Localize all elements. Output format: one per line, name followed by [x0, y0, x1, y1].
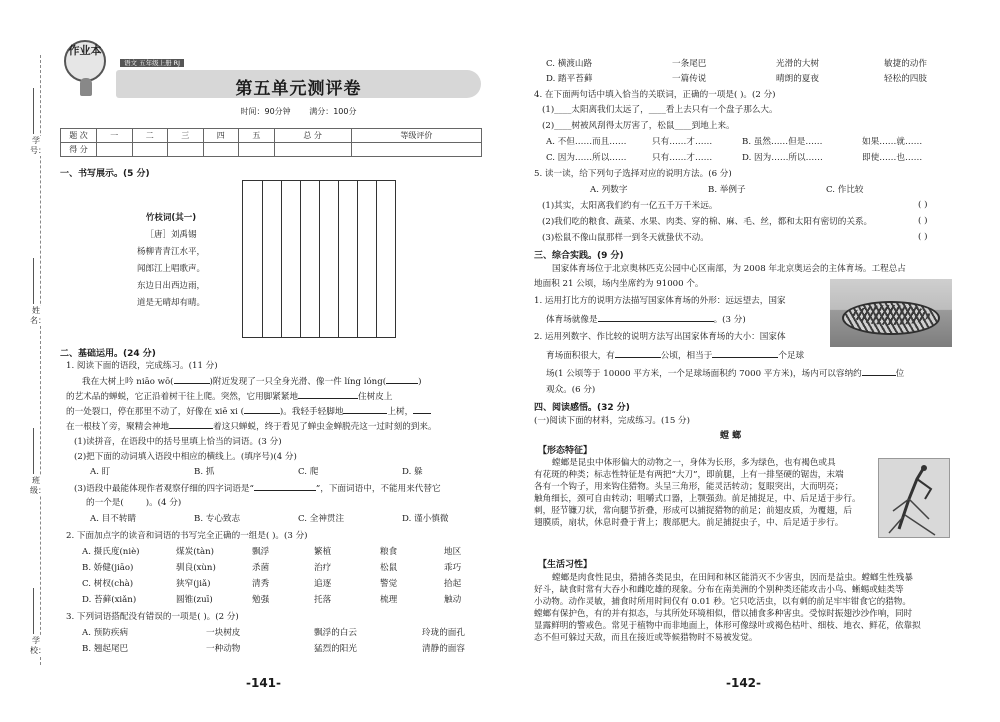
score-header-cell: 四 — [203, 129, 239, 143]
option[interactable]: B. 翘起尾巴 — [82, 644, 129, 654]
option[interactable]: B. 抓 — [194, 467, 215, 477]
poem-line: 闻郎江上唱歌声。 — [136, 264, 205, 274]
brand-logo — [64, 40, 108, 96]
score-cell[interactable] — [97, 143, 133, 157]
answer-blank[interactable] — [386, 375, 418, 384]
mantis-photo — [878, 458, 950, 538]
question-3-1: 1. 运用打比方的说明方法描写国家体育场的外形：远远望去，国家 — [534, 296, 786, 306]
poem — [116, 210, 226, 312]
question-4: 4. 在下面两句话中填入恰当的关联词，正确的一项是( )。(2 分) — [534, 90, 776, 100]
strip-blank-line — [33, 88, 34, 134]
student-number-label: 学号： — [30, 136, 46, 155]
strip-blank-line — [33, 428, 34, 474]
score-table-score-row — [61, 143, 482, 157]
score-table-header-row — [61, 129, 482, 143]
score-cell[interactable] — [203, 143, 239, 157]
option[interactable]: C. 作比较 — [826, 185, 864, 195]
subhead-form: 【形态特征】 — [538, 446, 593, 456]
answer-blank[interactable] — [174, 375, 210, 384]
answer-blank[interactable] — [169, 420, 213, 429]
score-header-cell: 总 分 — [274, 129, 351, 143]
article-para-1: 螳螂是昆虫中体形偏大的动物之一，身体为长形，多为绿色，也有褐色或具 有花斑的种类；标志性特征是有两把“大刀”，即前腿，上有一排坚硬的锯齿，末端 各有一个钩子，用来钩住猎物。头呈三角形，能灵活转动；复眼突出，大而明亮； 触角细长，颈可自由转动；咀嚼式口器，上颚强劲。前足捕捉足，中、后足适于步行。 刺，胫节镰刀状，常向腿节折叠，形成可以捕捉猎物的前足；前翅皮质，为覆翅，后 翅膜质，扇状，休息时叠于背上；腹部肥大。前足捕捉虫子，中、后足适于步行。 — [534, 458, 861, 528]
section-4-sub: (一)阅读下面的材料，完成练习。(15 分) — [534, 416, 690, 426]
answer-blank[interactable] — [712, 349, 778, 358]
option[interactable]: A. 预防疾病 — [82, 628, 129, 638]
page-number-right: -142- — [726, 676, 762, 690]
question-3-1-cont: 体育场就像是 。(3 分) — [546, 315, 746, 325]
answer-blank[interactable] — [254, 482, 316, 491]
answer-paren[interactable]: ( ) — [918, 200, 928, 210]
answer-blank[interactable] — [413, 405, 431, 414]
option[interactable]: B. 举例子 — [708, 185, 746, 195]
answer-blank[interactable] — [244, 405, 280, 414]
exam-time: 时间：90分钟 — [240, 107, 291, 116]
question-4-sentence: (2)____树被风刮得太厉害了，松鼠____到地上来。 — [542, 121, 735, 131]
option[interactable]: D. 苔藓(xiǎn) — [82, 595, 137, 605]
score-header-cell: 五 — [239, 129, 275, 143]
option[interactable]: D. 谨小慎微 — [402, 514, 449, 524]
subquestion-3: (3)语段中最能体现作者观察仔细的四字词语是“ ”，下面词语中，不能用来代替它 — [74, 484, 441, 494]
question-3-2-cont: 场(1 公顷等于 10000 平方米，一个足球场面积约 7000 平方米)，场内可以容纳约 位 — [546, 369, 905, 379]
poem-line: 杨柳青青江水平， — [136, 247, 205, 257]
right-page: C. 横渡山路 一条尾巴 光滑的大树 敏捷的动作 D. 踏平苔藓 一篇传说 晴朗的夏夜 轻松的四肢 4. 在下面两句话中填入恰当的关联词，正确的一项是( )。(2 分) (1)____太阳离我们太远了，____看上去只有一个盘子那么大。 (2)____树被风刮得太厉害了，松鼠____到地上来。 A. 不但……而且…… 只有……才…… B. 虽然……但是…… 如果……就…… C. 因为……所以…… 只有……才…… D. 因为……所以…… 即使……也…… 5. 读一读，给下列句子选择对应的说明方法。(6 分) A. 列数字 B. 举例子 C. 作比较 (1)其实，太阳离我们约有一亿五千万千米远。 ( ) (2)我们吃的粮食、蔬菜、水果、肉类、穿的棉、麻、毛、丝，都和太阳有密切的关系。 ( ) (3)松鼠不像山鼠那样一到冬天就蛰伏不动。 ( ) 三、综合实践。(9 分) 国家体育场位于北京奥林匹克公园中心区南部，为 2008 年北京奥运会的主体育场。工程总占 地面积 21 公顷，场内坐席约为 91000 个。 1. 运用打比方的说明方法描写国家体育场的外形：远远望去，国家 体育场就像是 。(3 分) 2. 运用列数字、作比较的说明方法写出国家体育场的大小：国家体 育场面积很大，有 公顷，相当于 个足球 场(1 公顷等于 10000 平方米，一个足球场面积约 7000 平方米)，场内可以容纳约 位 观众。(6 分) 四、阅读感悟。(32 分) (一)阅读下面的材料，完成练习。(15 分) 螳 螂 【形态特征】 螳螂是昆虫中体形偏大的动物之一，身体为长形，多为绿色，也有褐色或具 有花斑的种类；标志性特征是有两把“大刀”，即前腿，上有一排坚硬的锯齿，末端 各有一个钩子，用来钩住猎物。头呈三角形，能灵活转动；复眼突出，大而明亮； 触角细长，颈可自由转动；咀嚼式口器，上颚强劲。前足捕捉足，中、后足适于步行。 刺，胫节镰刀状，常向腿节折叠，形成可以捕捉猎物的前足；前翅皮质，为覆翅，后 翅膜质，扇状，休息时叠于背上；腹部肥大。前足捕捉虫子，中、后足适于步行。 【生活习性】 螳螂是肉食性昆虫，猎捕各类昆虫，在田间和林区能消灭不少害虫，因而是益虫。螳螂生性残暴 好斗，缺食时常有大吞小和雌吃雄的现象。分布在南美洲的个别种类还能攻击小鸟、蜥蜴或蛙类等 小动物。动作灵敏，捕食时所用时间仅有 0.01 秒。它只吃活虫，以有刺的前足牢牢钳食它的猎物。 螳螂有保护色，有的并有拟态，与其所处环境相似，借以捕食多种害虫。受惊时振翅沙沙作响，同时 显露鲜明的警戒色。常见于植物中而非地面上，体形可像绿叶或褐色枯叶、细枝、地衣、鲜花，依靠拟 态不但可躲过天敌，而且在接近或等候猎物时不易被发觉。 -142- — [530, 0, 960, 722]
textbook-tag: 语文 五年级上册 RJ — [120, 58, 184, 67]
passage-line: 地面积 21 公顷，场内坐席约为 91000 个。 — [534, 279, 704, 289]
left-page: 作业本 语文 五年级上册 RJ 第五单元测评卷 时间：90分钟 满分：100分 题 次 一 二 三 四 五 总 分 等级评价 得 分 一、书写展示。(5 分) 竹枝词(其一) ［唐］刘禹锡 杨柳青青江水平， 闻郎江上唱歌声。 东边日出西边雨， 道是无晴却有晴。 二、基础运用。(24 分) 1. 阅读下面的语段，完成练习。(11 分) 我在大树上吟 niāo wō( )附近发现了一只全身光滑、像一件 líng lóng( ) 的艺术品的蝉蜕，它正沿着树干往上爬。突然，它用脚紧紧地 住树皮上 的一处裂口，停在那里不动了，好像在 xiē xi ( )。我轻手轻脚地 上树， 在一根枝丫旁，聚精会神地 着这只蝉蜕，终于看见了蝉虫金蝉脱壳这一过时刻的到来。 (1)读拼音，在语段中的括号里填上恰当的词语。(3 分) (2)把下面的动词填入语段中相应的横线上。(填序号)(4 分) A. 盯 B. 抓 C. 爬 D. 躲 (3)语段中最能体现作者观察仔细的四字词语是“ ”，下面词语中，不能用来代替它 的一个是( )。(4 分) A. 目不转睛 B. 专心致志 C. 全神贯注 D. 谨小慎微 2. 下面加点字的读音和词语的书写完全正确的一组是( )。(3 分) A. 摄氏度(niè) 煤炭(tàn) 飘浮 繁植 粮食 地区 B. 娇健(jiāo) 驯良(xùn) 杀菌 治疗 松鼠 乖巧 C. 树杈(chà) 狭窄(jiǎ) 清秀 追逐 警觉 拾起 D. 苔藓(xiǎn) 圆锥(zuī) 勉强 托落 梳理 触动 3. 下列词语搭配没有错误的一项是( )。(2 分) A. 预防疾病 一块树皮 飘浮的白云 玲珑的面孔 B. 翘起尾巴 一种动物 猛烈的阳光 清静的面容 -141- — [56, 0, 481, 722]
article-para-2: 螳螂是肉食性昆虫，猎捕各类昆虫，在田间和林区能消灭不少害虫，因而是益虫。螳螂生性残暴 好斗，缺食时常有大吞小和雌吃雄的现象。分布在南美洲的个别种类还能攻击小鸟、蜥蜴或蛙类等 小动物。动作灵敏，捕食时所用时间仅有 0.01 秒。它只吃活虫，以有刺的前足牢牢钳食它的猎物。 螳螂有保护色，有的并有拟态，与其所处环境相似，借以捕食多种害虫。受惊时振翅沙沙作响，同时 显露鲜明的警戒色。常见于植物中而非地面上，体形可像绿叶或褐色枯叶、细枝、地衣、鲜花，依靠拟 态不但可躲过天敌，而且在接近或等候猎物时不易被发觉。 — [534, 573, 921, 643]
score-cell[interactable] — [351, 143, 481, 157]
subquestion-1: (1)读拼音，在语段中的括号里填上恰当的词语。(3 分) — [74, 437, 282, 447]
option[interactable]: A. 目不转睛 — [90, 514, 137, 524]
option[interactable]: C. 爬 — [298, 467, 319, 477]
answer-blank[interactable] — [598, 313, 714, 322]
question-3: 3. 下列词语搭配没有错误的一项是( )。(2 分) — [66, 612, 239, 622]
option[interactable]: B. 虽然……但是…… — [742, 137, 823, 147]
section-2-heading: 二、基础运用。(24 分) — [60, 349, 156, 359]
passage-line: 国家体育场位于北京奥林匹克公园中心区南部，为 2008 年北京奥运会的主体育场。工程总占 — [552, 264, 906, 274]
passage-line: 我在大树上吟 niāo wō( )附近发现了一只全身光滑、像一件 líng lóng( ) — [82, 377, 422, 387]
option[interactable]: A. 不但……而且…… — [546, 137, 627, 147]
answer-paren[interactable]: ( ) — [918, 232, 928, 242]
exam-info — [116, 106, 481, 117]
option[interactable]: D. 因为……所以…… — [742, 153, 823, 163]
article-title: 螳 螂 — [720, 431, 742, 441]
question-5-sentence: (1)其实，太阳离我们约有一亿五千万千米远。 — [542, 201, 718, 211]
score-table — [60, 128, 482, 157]
section-4-heading: 四、阅读感悟。(32 分) — [534, 403, 630, 413]
strip-blank-line — [33, 588, 34, 634]
section-1-heading: 一、书写展示。(5 分) — [60, 169, 150, 179]
section-3-heading: 三、综合实践。(9 分) — [534, 251, 624, 261]
score-header-cell: 三 — [168, 129, 204, 143]
writing-grid[interactable] — [242, 180, 396, 338]
mascot-icon — [80, 78, 92, 96]
question-5-sentence: (3)松鼠不像山鼠那样一到冬天就蛰伏不动。 — [542, 233, 709, 243]
score-cell[interactable] — [239, 143, 275, 157]
school-label: 学校： — [30, 636, 46, 655]
question-3-2: 2. 运用列数字、作比较的说明方法写出国家体育场的大小：国家体 — [534, 332, 786, 342]
poem-line: 道是无晴却有晴。 — [136, 298, 205, 308]
class-label: 班级： — [30, 476, 46, 495]
question-3-2-cont: 育场面积很大，有 公顷，相当于 个足球 — [546, 351, 805, 361]
option[interactable]: D. 踏平苔藓 — [546, 74, 593, 84]
option[interactable]: A. 列数字 — [590, 185, 628, 195]
subquestion-3-cont: 的一个是( )。(4 分) — [86, 498, 182, 508]
score-cell[interactable] — [168, 143, 204, 157]
answer-blank[interactable] — [343, 405, 387, 414]
score-header-cell: 二 — [132, 129, 168, 143]
answer-paren[interactable]: ( ) — [918, 216, 928, 226]
option[interactable]: C. 树杈(chà) — [82, 579, 134, 589]
score-header-cell: 等级评价 — [351, 129, 481, 143]
page-title: 第五单元测评卷 — [235, 79, 362, 99]
option[interactable]: A. 盯 — [90, 467, 111, 477]
question-3-2-cont: 观众。(6 分) — [546, 385, 596, 395]
binding-strip — [0, 0, 48, 722]
score-cell[interactable] — [274, 143, 351, 157]
question-2: 2. 下面加点字的读音和词语的书写完全正确的一组是( )。(3 分) — [66, 531, 308, 541]
option[interactable]: D. 躲 — [402, 467, 423, 477]
page-number-left: -141- — [246, 676, 282, 690]
name-label: 姓名： — [30, 306, 46, 325]
logo-text: 作业本 — [68, 44, 102, 57]
strip-blank-line — [33, 258, 34, 304]
option[interactable]: C. 全神贯注 — [298, 514, 345, 524]
option[interactable]: B. 专心致志 — [194, 514, 241, 524]
option[interactable]: C. 横渡山路 — [546, 59, 593, 69]
poem-author: ［唐］刘禹锡 — [145, 230, 197, 240]
score-header-cell: 题 次 — [61, 129, 97, 143]
option[interactable]: C. 因为……所以…… — [546, 153, 627, 163]
subquestion-2: (2)把下面的动词填入语段中相应的横线上。(填序号)(4 分) — [74, 452, 297, 462]
answer-blank[interactable] — [862, 367, 896, 376]
poem-line: 东边日出西边雨， — [136, 281, 205, 291]
answer-blank[interactable] — [615, 349, 661, 358]
score-header-cell: 一 — [97, 129, 133, 143]
title-banner — [116, 70, 481, 98]
option[interactable]: A. 摄氏度(niè) — [82, 547, 140, 557]
stadium-photo — [830, 279, 952, 347]
question-4-sentence: (1)____太阳离我们太远了，____看上去只有一个盘子那么大。 — [542, 105, 778, 115]
passage-line: 在一根枝丫旁，聚精会神地 着这只蝉蜕，终于看见了蝉虫金蝉脱壳这一过时刻的到来。 — [66, 422, 437, 432]
passage-line: 的一处裂口，停在那里不动了，好像在 xiē xi ( )。我轻手轻脚地 上树， — [66, 405, 431, 418]
answer-blank[interactable] — [298, 390, 358, 399]
option[interactable]: B. 娇健(jiāo) — [82, 563, 134, 573]
poem-title: 竹枝词(其一) — [145, 213, 197, 223]
subhead-habits: 【生活习性】 — [538, 560, 593, 570]
question-5-sentence: (2)我们吃的粮食、蔬菜、水果、肉类、穿的棉、麻、毛、丝，都和太阳有密切的关系。 — [542, 217, 873, 227]
exam-score: 满分：100分 — [309, 107, 357, 116]
question-5: 5. 读一读，给下列句子选择对应的说明方法。(6 分) — [534, 169, 732, 179]
passage-line: 的艺术品的蝉蜕，它正沿着树干往上爬。突然，它用脚紧紧地 住树皮上 — [66, 392, 393, 402]
score-row-label: 得 分 — [61, 143, 97, 157]
question-1: 1. 阅读下面的语段，完成练习。(11 分) — [66, 361, 218, 371]
score-cell[interactable] — [132, 143, 168, 157]
